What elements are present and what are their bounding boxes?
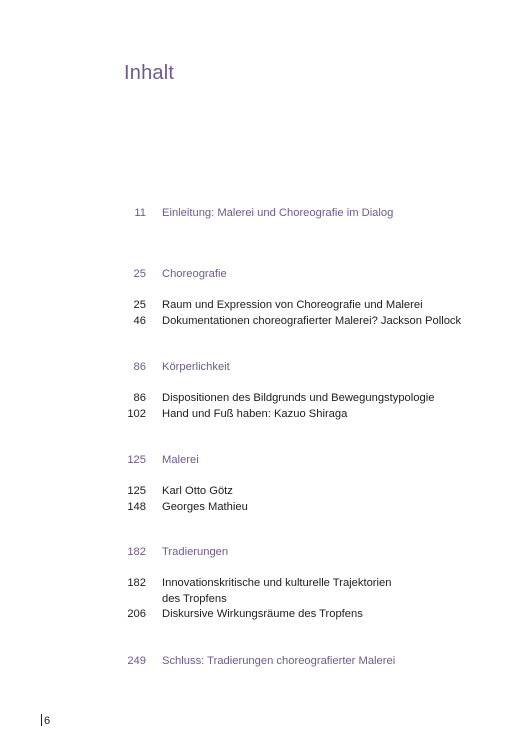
toc-section-choreografie[interactable] — [0, 266, 531, 282]
toc-entry-continuation[interactable] — [0, 591, 531, 607]
toc-entry[interactable] — [0, 606, 531, 622]
toc-entry-title: Raum und Expression von Choreografie und Malerei — [162, 299, 423, 311]
page-number-value: 6 — [44, 715, 51, 727]
toc-entry[interactable] — [0, 390, 531, 406]
toc-page-number: 25 — [133, 299, 146, 311]
toc-page-number: 125 — [127, 454, 146, 466]
toc-page-number: 102 — [127, 408, 146, 420]
toc-section-title: Körperlichkeit — [162, 361, 230, 373]
toc-section-tradierungen[interactable] — [0, 544, 531, 560]
toc-page-number: 182 — [127, 577, 146, 589]
folio-rule — [41, 714, 42, 726]
toc-entry-title: Dispositionen des Bildgrunds und Bewegungstypologie — [162, 392, 435, 404]
toc-entry[interactable] — [0, 499, 531, 515]
toc-entry-title: Diskursive Wirkungsräume des Tropfens — [162, 608, 363, 620]
toc-section-title: Malerei — [162, 454, 199, 466]
toc-entry[interactable] — [0, 575, 531, 591]
toc-section-title: Choreografie — [162, 268, 227, 280]
toc-entry[interactable] — [0, 406, 531, 422]
toc-entry-title: des Tropfens — [162, 593, 227, 605]
toc-entry[interactable] — [0, 483, 531, 499]
toc-page-number: 182 — [127, 546, 146, 558]
toc-section-malerei[interactable] — [0, 452, 531, 468]
toc-page-number: 249 — [127, 655, 146, 667]
toc-section-title: Tradierungen — [162, 546, 229, 558]
toc-page-number: 46 — [133, 315, 146, 327]
toc-entry-title: Georges Mathieu — [162, 501, 248, 513]
page-title: Inhalt — [124, 62, 175, 84]
toc-page-number: 148 — [127, 501, 146, 513]
toc-entry-title: Schluss: Tradierungen choreografierter Malerei — [162, 655, 396, 667]
toc-entry[interactable] — [0, 313, 531, 329]
toc-entry-title: Innovationskritische und kulturelle Trajektorien — [162, 577, 392, 589]
toc-entry-title: Dokumentationen choreografierter Malerei? Jackson Pollock — [162, 315, 462, 327]
toc-entry[interactable] — [0, 297, 531, 313]
toc-page-number: 86 — [133, 361, 146, 373]
toc-page-number: 206 — [127, 608, 146, 620]
toc-page-number: 25 — [133, 268, 146, 280]
page-number — [41, 714, 50, 728]
toc-section-koerperlichkeit[interactable] — [0, 359, 531, 375]
toc-entry-introduction[interactable] — [0, 205, 531, 221]
toc-entry-conclusion[interactable] — [0, 653, 531, 669]
toc-page-number: 86 — [133, 392, 146, 404]
toc-page-number: 125 — [127, 485, 146, 497]
toc-entry-title: Karl Otto Götz — [162, 485, 233, 497]
toc-entry-title: Hand und Fuß haben: Kazuo Shiraga — [162, 408, 348, 420]
toc-page-number: 11 — [134, 207, 146, 219]
toc-entry-title: Einleitung: Malerei und Choreografie im Dialog — [162, 207, 394, 219]
